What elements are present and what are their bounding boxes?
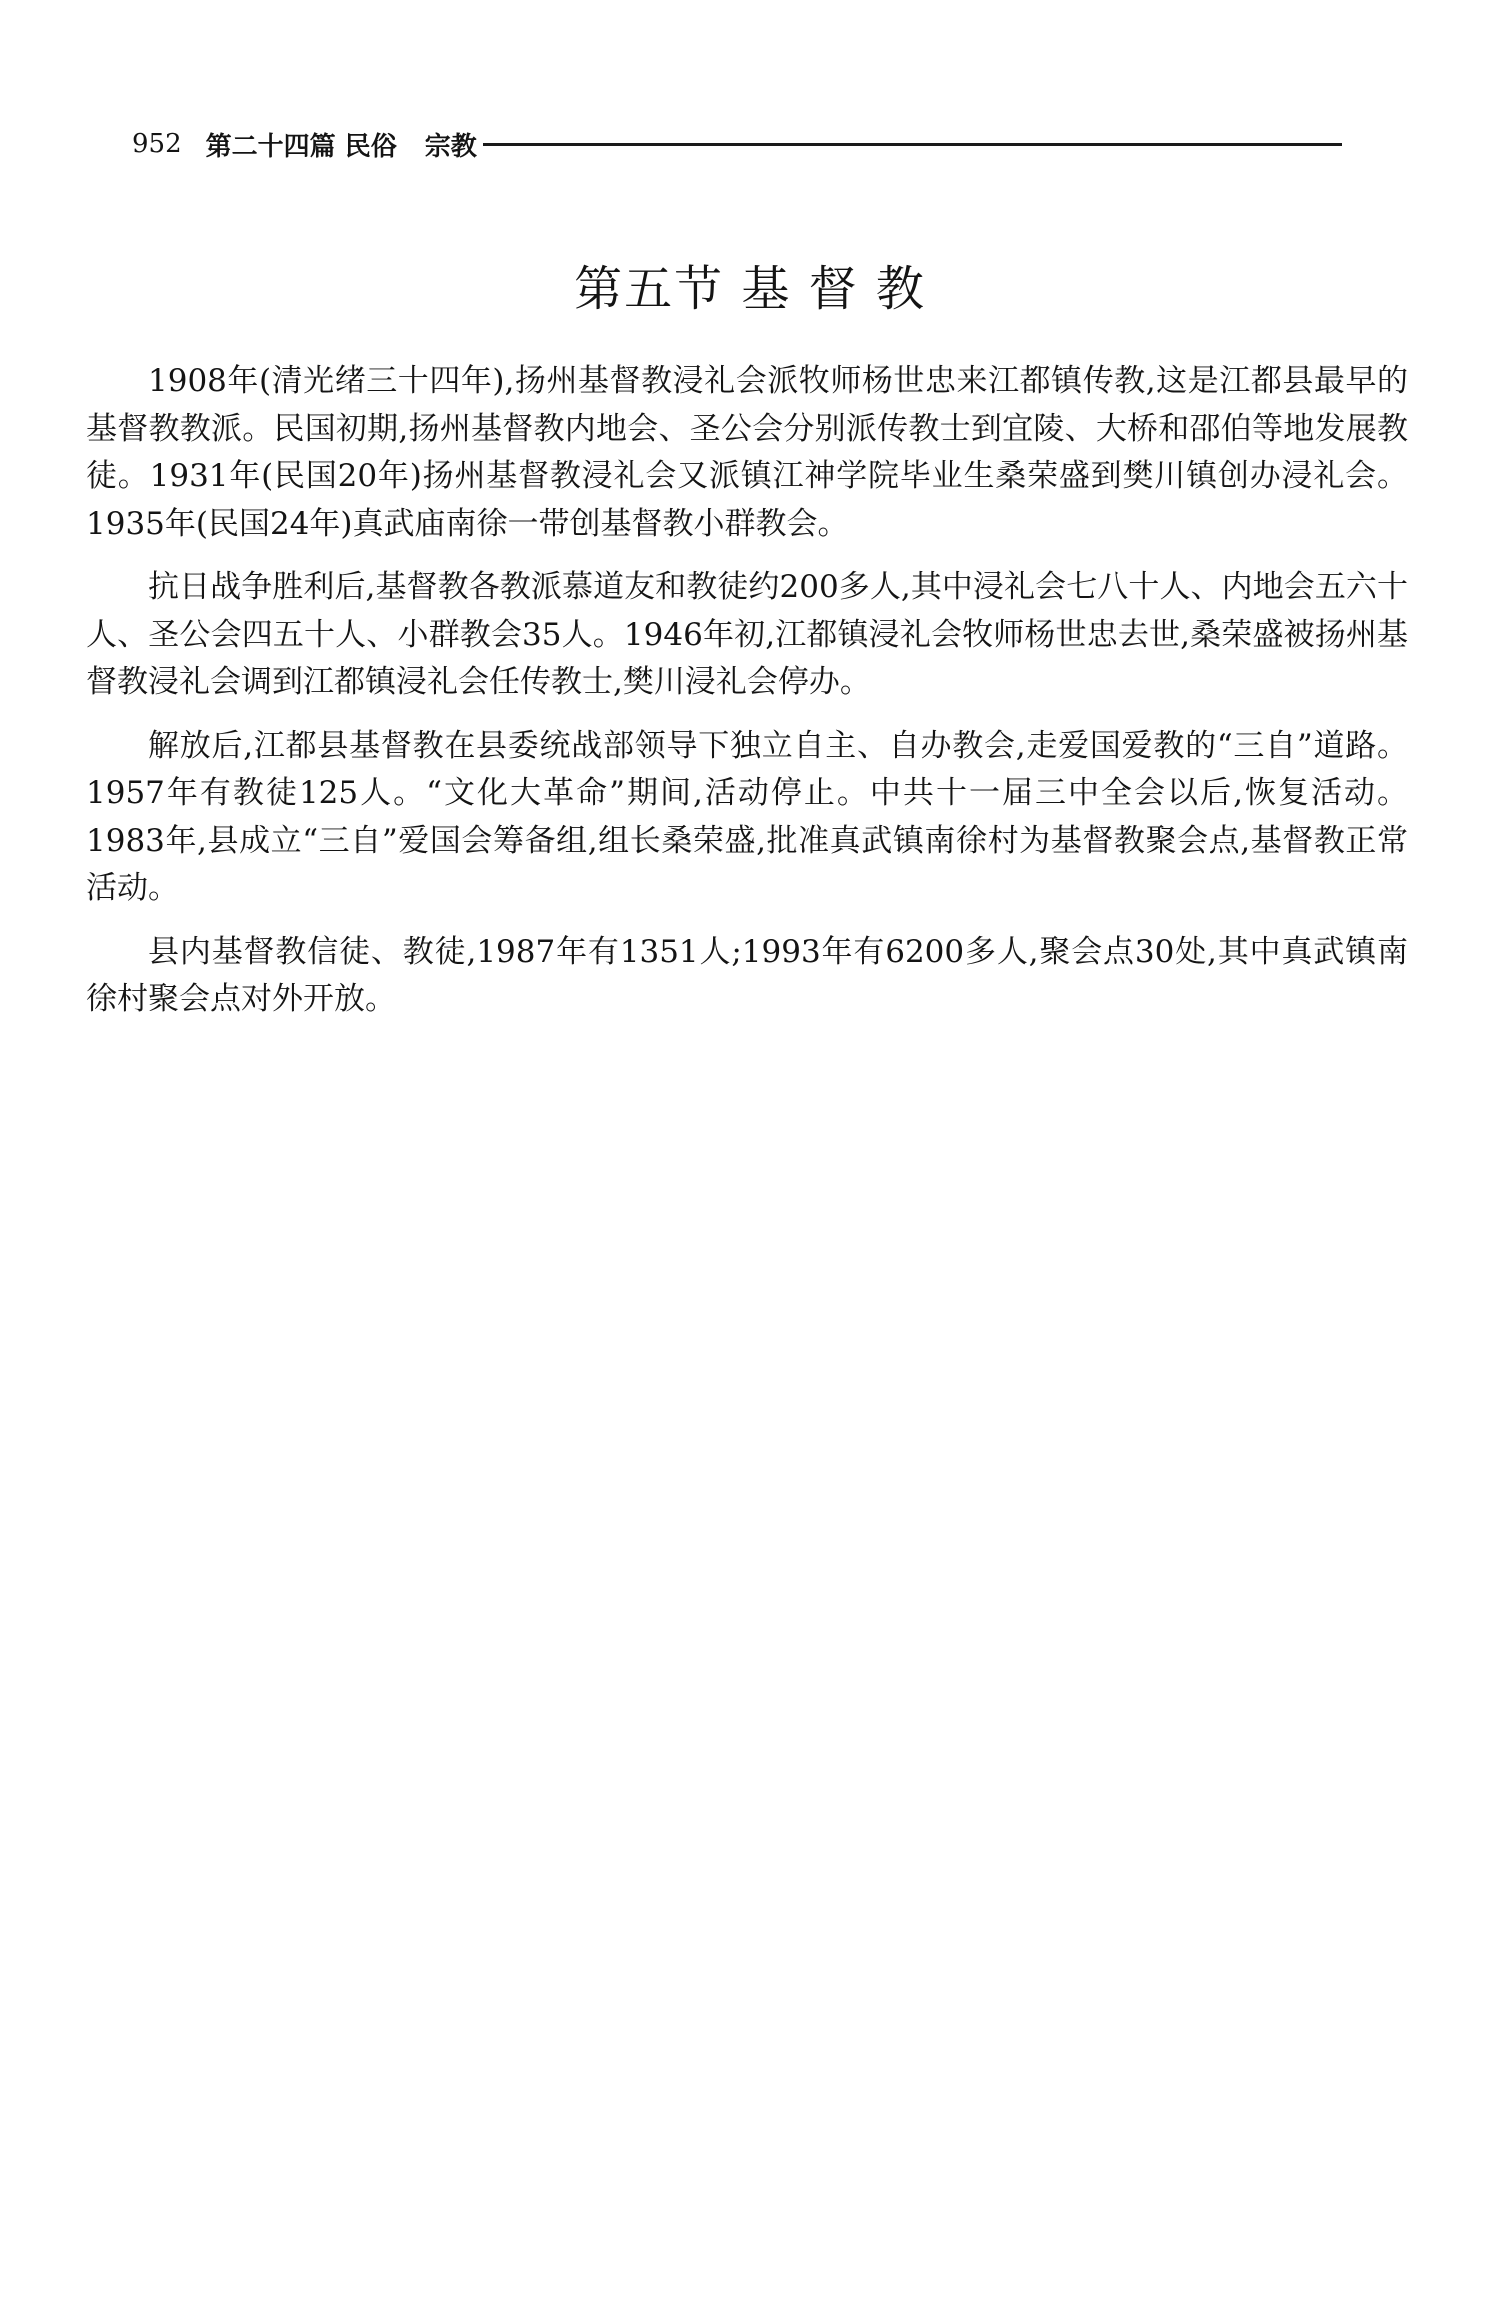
section-title: 第五节 基 督 教 [574,261,926,317]
paragraph: 解放后,江都县基督教在县委统战部领导下独立自主、自办教会,走爱国爱教的“三自”道路。1957年有教徒125人。“文化大革命”期间,活动停止。中共十一届三中全会以后,恢复活动。1983年,县成立“三自”爱国会筹备组,组长桑荣盛,批准真武镇南徐村为基督教聚会点,基督教正常活动。 [86,727,1408,906]
part-title: 第二十四篇 民俗 [205,131,397,162]
chapter-title: 宗教 [424,131,477,162]
paragraph: 抗日战争胜利后,基督教各教派慕道友和教徒约200多人,其中浸礼会七八十人、内地会五六十人、圣公会四五十人、小群教会35人。1946年初,江都镇浸礼会牧师杨世忠去世,桑荣盛被扬州基督教浸礼会调到江都镇浸礼会任传教士,樊川浸礼会停办。 [86,569,1408,700]
running-header [132,122,1342,166]
body-text [86,358,1408,1040]
paragraph: 1908年(清光绪三十四年),扬州基督教浸礼会派牧师杨世忠来江都镇传教,这是江都县最早的基督教教派。民国初期,扬州基督教内地会、圣公会分别派传教士到宜陵、大桥和邵伯等地发展教徒。1931年(民国20年)扬州基督教浸礼会又派镇江神学院毕业生桑荣盛到樊川镇创办浸礼会。1935年(民国24年)真武庙南徐一带创基督教小群教会。 [86,363,1408,542]
paragraph: 县内基督教信徒、教徒,1987年有1351人;1993年有6200多人,聚会点30处,其中真武镇南徐村聚会点对外开放。 [86,933,1408,1017]
header-rule [483,143,1342,146]
page-number: 952 [132,129,182,159]
